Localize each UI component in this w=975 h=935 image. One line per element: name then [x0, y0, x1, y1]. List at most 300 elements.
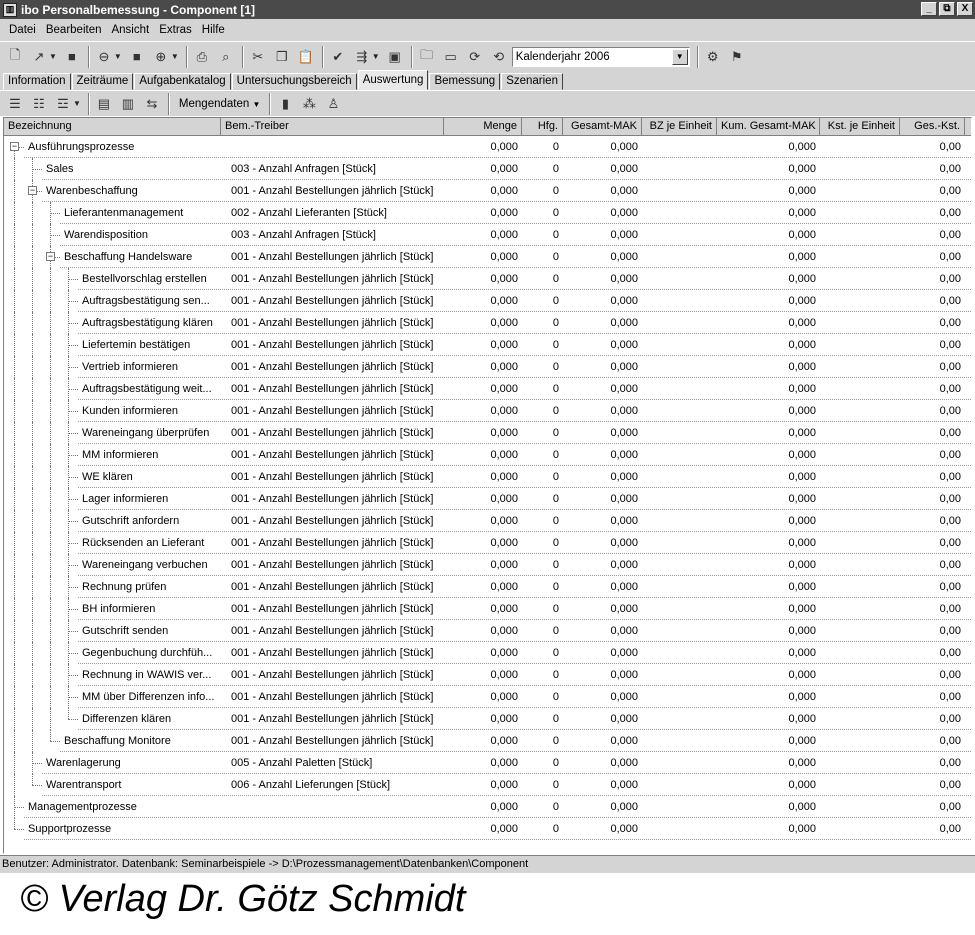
cell-hfg: 0: [552, 295, 559, 307]
cell-ges: 0,00: [939, 625, 961, 637]
cell-gmak: 0,000: [610, 449, 638, 461]
table-row[interactable]: [4, 510, 971, 532]
cell-ges: 0,00: [939, 273, 961, 285]
cell-bz: [642, 400, 713, 422]
forward-icon[interactable]: ⊕: [155, 48, 167, 64]
column-header-bezeichnung[interactable]: Bezeichnung: [4, 118, 221, 135]
cell-kst: [820, 356, 896, 378]
cell-menge: 0,000: [490, 317, 518, 329]
row-driver: 001 - Anzahl Bestellungen jährlich [Stück]: [231, 405, 434, 417]
row-driver: 001 - Anzahl Bestellungen jährlich [Stück]: [231, 603, 434, 615]
cell-menge: 0,000: [490, 229, 518, 241]
cell-ges: 0,00: [939, 207, 961, 219]
refresh-icon[interactable]: ⟳: [469, 48, 481, 64]
tab-untersuchungsbereich[interactable]: Untersuchungsbereich: [232, 73, 357, 90]
cell-kum: 0,000: [788, 207, 816, 219]
tree-guide-line: [14, 246, 15, 268]
settings-icon[interactable]: ⚙: [706, 48, 719, 64]
cell-hfg: 0: [552, 471, 559, 483]
row-name: Rechnung prüfen: [82, 581, 167, 593]
back-dropdown-icon[interactable]: ▼: [113, 52, 122, 61]
row-name: Beschaffung Handelsware: [64, 251, 193, 263]
tree-connector: [68, 675, 78, 676]
column-header-kum-gesamt-mak[interactable]: Kum. Gesamt-MAK: [717, 118, 820, 135]
tree-guide-line: [50, 642, 51, 664]
cell-ges: 0,00: [939, 317, 961, 329]
cell-kum: 0,000: [788, 581, 816, 593]
tab-szenarien[interactable]: Szenarien: [501, 73, 563, 90]
cell-bz: [642, 378, 713, 400]
tree-guide-line: [14, 730, 15, 752]
chevron-down-icon: ▼: [252, 99, 261, 109]
column-header-treiber[interactable]: Bem.-Treiber: [221, 118, 444, 135]
cell-kst: [820, 554, 896, 576]
row-driver: 001 - Anzahl Bestellungen jährlich [Stück]: [231, 559, 434, 571]
toolbar-separator: [697, 46, 699, 68]
tree-guide-line: [32, 620, 33, 642]
tab-aufgabenkatalog[interactable]: Aufgabenkatalog: [134, 73, 230, 90]
cell-ges: 0,00: [939, 801, 961, 813]
print-preview-icon[interactable]: ⌕: [222, 48, 230, 64]
cell-hfg: 0: [552, 691, 559, 703]
cell-kum: 0,000: [788, 229, 816, 241]
cell-hfg: 0: [552, 317, 559, 329]
cell-gmak: 0,000: [610, 735, 638, 747]
cell-ges: 0,00: [939, 339, 961, 351]
cell-hfg: 0: [552, 185, 559, 197]
cell-kum: 0,000: [788, 823, 816, 835]
cell-menge: 0,000: [490, 405, 518, 417]
tree-guide-line: [50, 664, 51, 686]
cell-gmak: 0,000: [610, 317, 638, 329]
tree-guide-line: [14, 224, 15, 246]
table-row[interactable]: [4, 334, 971, 356]
cell-kum: 0,000: [788, 647, 816, 659]
tree-connector: [68, 301, 78, 302]
cell-ges: 0,00: [939, 691, 961, 703]
row-divider: [24, 839, 971, 840]
new-icon[interactable]: 🗋: [9, 46, 21, 62]
mengendaten-menu[interactable]: [173, 98, 266, 110]
row-name: Lieferantenmanagement: [64, 207, 184, 219]
tree-guide-line: [50, 510, 51, 532]
menu-extras[interactable]: Extras: [159, 24, 192, 36]
cell-menge: 0,000: [490, 559, 518, 571]
document-refresh-icon[interactable]: ⟲: [493, 48, 505, 64]
tree-connector: [32, 785, 42, 786]
cell-menge: 0,000: [490, 735, 518, 747]
tree-guide-line: [32, 554, 33, 576]
menu-datei[interactable]: Datei: [9, 24, 36, 36]
cell-gmak: 0,000: [610, 251, 638, 263]
transfer-icon[interactable]: ⇆: [146, 95, 158, 111]
tree-guide-line: [14, 312, 15, 334]
row-driver: 005 - Anzahl Paletten [Stück]: [231, 757, 373, 769]
tab-bemessung[interactable]: Bemessung: [429, 73, 500, 90]
collapse-icon[interactable]: −: [29, 185, 36, 195]
row-driver: 001 - Anzahl Bestellungen jährlich [Stück]: [231, 427, 434, 439]
add-subitem-icon[interactable]: ☷: [33, 95, 45, 111]
cell-hfg: 0: [552, 141, 559, 153]
sheet-icon[interactable]: ▤: [97, 95, 111, 111]
tree-connector: [50, 741, 60, 742]
row-driver: 003 - Anzahl Anfragen [Stück]: [231, 163, 376, 175]
row-name: Auftragsbestätigung weit...: [82, 383, 212, 395]
cell-bz: [642, 224, 713, 246]
row-name: Warendisposition: [64, 229, 148, 241]
tree-guide-line: [14, 488, 15, 510]
tree-connector: [68, 323, 78, 324]
cell-menge: 0,000: [490, 647, 518, 659]
cell-bz: [642, 136, 713, 158]
tree-guide-line: [14, 708, 15, 730]
paste-icon[interactable]: 📋: [297, 48, 314, 64]
cut-icon[interactable]: ✂: [252, 48, 264, 64]
card-icon[interactable]: ▭: [444, 48, 457, 64]
table-row[interactable]: [4, 818, 971, 840]
table-row[interactable]: [4, 202, 971, 224]
row-name: BH informieren: [82, 603, 156, 615]
cell-kst: [820, 422, 896, 444]
cell-ges: 0,00: [939, 405, 961, 417]
toolbar-separator: [269, 93, 271, 115]
cell-bz: [642, 642, 713, 664]
cell-kst: [820, 246, 896, 268]
cell-menge: 0,000: [490, 691, 518, 703]
menu-bearbeiten[interactable]: Bearbeiten: [45, 24, 102, 36]
add-item-icon[interactable]: ☰: [9, 95, 21, 111]
cell-hfg: 0: [552, 383, 559, 395]
cell-bz: [642, 532, 713, 554]
table-row[interactable]: [4, 290, 971, 312]
ruler-icon[interactable]: ▮: [281, 95, 289, 111]
cell-kst: [820, 444, 896, 466]
cell-kum: 0,000: [788, 515, 816, 527]
table-row[interactable]: [4, 730, 971, 752]
cell-bz: [642, 664, 713, 686]
cell-bz: [642, 598, 713, 620]
cell-hfg: 0: [552, 515, 559, 527]
flag-icon[interactable]: ⚑: [730, 48, 743, 64]
column-header-bz-je-einheit[interactable]: BZ je Einheit: [642, 118, 717, 135]
cell-ges: 0,00: [939, 515, 961, 527]
column-header-ges-kst[interactable]: Ges.-Kst.: [900, 118, 965, 135]
cell-hfg: 0: [552, 823, 559, 835]
tree-guide-line: [14, 686, 15, 708]
cell-menge: 0,000: [490, 427, 518, 439]
tree-guide-line: [14, 290, 15, 312]
tree-connector: [68, 719, 78, 720]
cell-hfg: 0: [552, 559, 559, 571]
cell-bz: [642, 774, 713, 796]
tree-guide-line: [14, 356, 15, 378]
tree-guide-line: [14, 620, 15, 642]
secondary-toolbar: [0, 91, 975, 116]
table-row[interactable]: [4, 378, 971, 400]
tree-guide-line: [50, 620, 51, 642]
table-row[interactable]: [4, 268, 971, 290]
column-header-hfg[interactable]: Hfg.: [522, 118, 563, 135]
cell-bz: [642, 290, 713, 312]
toolbar-separator: [88, 93, 90, 115]
cell-gmak: 0,000: [610, 185, 638, 197]
collapse-icon[interactable]: −: [11, 141, 18, 151]
cell-hfg: 0: [552, 669, 559, 681]
tree-connector: [68, 609, 78, 610]
row-name: Wareneingang verbuchen: [82, 559, 208, 571]
table-row[interactable]: [4, 312, 971, 334]
copy-icon[interactable]: ❐: [275, 48, 288, 64]
forward-dropdown-icon[interactable]: ▼: [170, 52, 179, 61]
save-icon[interactable]: ■: [67, 49, 76, 64]
tree-guide-line: [14, 818, 15, 829]
cell-gmak: 0,000: [610, 647, 638, 659]
cell-ges: 0,00: [939, 427, 961, 439]
table-row[interactable]: [4, 664, 971, 686]
cell-ges: 0,00: [939, 361, 961, 373]
menu-ansicht[interactable]: Ansicht: [111, 24, 150, 36]
tab-auswertung[interactable]: Auswertung: [358, 70, 429, 90]
cell-gmak: 0,000: [610, 625, 638, 637]
cell-gmak: 0,000: [610, 471, 638, 483]
cell-kst: [820, 686, 896, 708]
cell-ges: 0,00: [939, 383, 961, 395]
cell-kum: 0,000: [788, 361, 816, 373]
tree-guide-line: [32, 532, 33, 554]
table-row[interactable]: [4, 752, 971, 774]
table-row[interactable]: [4, 136, 971, 158]
tab-zeitraeume[interactable]: Zeiträume: [72, 73, 134, 90]
row-name: Gegenbuchung durchfüh...: [82, 647, 213, 659]
row-driver: 001 - Anzahl Bestellungen jährlich [Stück]: [231, 251, 434, 263]
cell-hfg: 0: [552, 735, 559, 747]
cell-gmak: 0,000: [610, 669, 638, 681]
tree-guide-line: [14, 158, 15, 180]
network-icon[interactable]: ⁂: [302, 95, 316, 111]
row-name: Ausführungsprozesse: [28, 141, 135, 153]
tab-information[interactable]: Information: [3, 73, 71, 90]
tree-connector: [68, 389, 78, 390]
tree-guide-line: [14, 268, 15, 290]
row-driver: 001 - Anzahl Bestellungen jährlich [Stück]: [231, 647, 434, 659]
cell-ges: 0,00: [939, 559, 961, 571]
cell-hfg: 0: [552, 581, 559, 593]
tree-connector: [68, 587, 78, 588]
tree-guide-line: [50, 312, 51, 334]
cell-menge: 0,000: [490, 669, 518, 681]
cell-kum: 0,000: [788, 493, 816, 505]
cell-ges: 0,00: [939, 735, 961, 747]
row-driver: 001 - Anzahl Bestellungen jährlich [Stück]: [231, 273, 434, 285]
cell-ges: 0,00: [939, 295, 961, 307]
tree-guide-line: [14, 664, 15, 686]
table-row[interactable]: [4, 466, 971, 488]
menu-hilfe[interactable]: Hilfe: [201, 24, 225, 36]
cell-hfg: 0: [552, 207, 559, 219]
table-row[interactable]: [4, 356, 971, 378]
cell-gmak: 0,000: [610, 559, 638, 571]
row-driver: 001 - Anzahl Bestellungen jährlich [Stück]: [231, 515, 434, 527]
tree-guide-line: [32, 510, 33, 532]
column-header-gesamt-mak[interactable]: Gesamt-MAK: [563, 118, 642, 135]
cell-bz: [642, 752, 713, 774]
add-group-icon[interactable]: ☲: [57, 95, 69, 111]
cell-bz: [642, 202, 713, 224]
cell-menge: 0,000: [490, 823, 518, 835]
table-row[interactable]: [4, 620, 971, 642]
row-name: Kunden informieren: [82, 405, 179, 417]
table-row[interactable]: [4, 642, 971, 664]
table-row[interactable]: [4, 224, 971, 246]
table-row[interactable]: [4, 422, 971, 444]
cell-kst: [820, 202, 896, 224]
row-driver: 001 - Anzahl Bestellungen jährlich [Stück]: [231, 691, 434, 703]
cell-hfg: 0: [552, 537, 559, 549]
stop-icon[interactable]: ■: [132, 49, 141, 64]
cell-ges: 0,00: [939, 471, 961, 483]
table-row[interactable]: [4, 400, 971, 422]
row-name: Warenlagerung: [46, 757, 121, 769]
tree-guide-line: [50, 400, 51, 422]
tree-guide-line: [14, 532, 15, 554]
cell-menge: 0,000: [490, 339, 518, 351]
tree-guide-line: [32, 400, 33, 422]
close-button[interactable]: X: [957, 2, 973, 16]
cell-ges: 0,00: [939, 647, 961, 659]
print-icon[interactable]: ⎙: [196, 48, 207, 64]
person-icon[interactable]: ♙: [327, 95, 340, 111]
row-driver: 001 - Anzahl Bestellungen jährlich [Stück]: [231, 735, 434, 747]
tree-guide-line: [14, 466, 15, 488]
tree-guide-line: [14, 598, 15, 620]
tree-guide-line: [50, 708, 51, 730]
copyright-notice: © Verlag Dr. Götz Schmidt: [20, 878, 466, 920]
row-name: Warentransport: [46, 779, 122, 791]
open-icon[interactable]: ↗: [33, 48, 45, 64]
table-row[interactable]: [4, 488, 971, 510]
table-row[interactable]: [4, 554, 971, 576]
chevron-down-icon[interactable]: ▼: [672, 49, 688, 65]
cell-kum: 0,000: [788, 405, 816, 417]
cell-ges: 0,00: [939, 713, 961, 725]
tree-guide-line: [32, 356, 33, 378]
cell-kst: [820, 664, 896, 686]
cell-gmak: 0,000: [610, 383, 638, 395]
export-dropdown-icon[interactable]: ▼: [371, 52, 380, 61]
cell-bz: [642, 246, 713, 268]
cell-kum: 0,000: [788, 427, 816, 439]
tree-guide-line: [32, 730, 33, 752]
cell-bz: [642, 158, 713, 180]
cell-menge: 0,000: [490, 581, 518, 593]
table-row[interactable]: [4, 796, 971, 818]
tree-guide-line: [14, 510, 15, 532]
tree-connector: [32, 169, 42, 170]
tree-guide-line: [32, 334, 33, 356]
open-dropdown-icon[interactable]: ▼: [49, 52, 57, 61]
table-row[interactable]: [4, 774, 971, 796]
row-driver: 001 - Anzahl Bestellungen jährlich [Stück]: [231, 581, 434, 593]
table-row[interactable]: [4, 532, 971, 554]
back-icon[interactable]: ⊖: [98, 48, 110, 64]
tree-guide-line: [32, 708, 33, 730]
cell-gmak: 0,000: [610, 361, 638, 373]
tree-guide-line: [32, 202, 33, 224]
cell-kum: 0,000: [788, 537, 816, 549]
cell-kum: 0,000: [788, 559, 816, 571]
tree-guide-line: [50, 290, 51, 312]
tree-guide-line: [68, 708, 69, 719]
cell-bz: [642, 686, 713, 708]
cell-gmak: 0,000: [610, 207, 638, 219]
tree-connector: [68, 631, 78, 632]
table-row[interactable]: [4, 246, 971, 268]
main-toolbar: [0, 41, 975, 71]
row-name: Lager informieren: [82, 493, 169, 505]
cell-kum: 0,000: [788, 185, 816, 197]
cell-menge: 0,000: [490, 757, 518, 769]
row-name: MM informieren: [82, 449, 159, 461]
cell-kst: [820, 136, 896, 158]
row-name: Auftragsbestätigung klären: [82, 317, 213, 329]
tree-guide-line: [32, 774, 33, 785]
table-row[interactable]: [4, 180, 971, 202]
tab-bar: [0, 71, 975, 91]
minimize-button[interactable]: _: [921, 2, 937, 16]
cell-ges: 0,00: [939, 603, 961, 615]
cell-gmak: 0,000: [610, 779, 638, 791]
cell-kst: [820, 774, 896, 796]
table-row[interactable]: [4, 686, 971, 708]
table-row[interactable]: [4, 576, 971, 598]
column-header-kst-je-einheit[interactable]: Kst. je Einheit: [820, 118, 900, 135]
cell-kst: [820, 312, 896, 334]
table-row[interactable]: [4, 708, 971, 730]
folder-icon[interactable]: 🗀: [420, 46, 434, 62]
cell-menge: 0,000: [490, 471, 518, 483]
cell-menge: 0,000: [490, 251, 518, 263]
tree-connector: [50, 235, 60, 236]
cell-gmak: 0,000: [610, 229, 638, 241]
restore-button[interactable]: ⧉: [939, 2, 955, 16]
table-row[interactable]: [4, 598, 971, 620]
cell-gmak: 0,000: [610, 515, 638, 527]
cell-kst: [820, 642, 896, 664]
add-dropdown-icon[interactable]: ▼: [73, 99, 81, 108]
tree-guide-line: [32, 444, 33, 466]
row-driver: 001 - Anzahl Bestellungen jährlich [Stück]: [231, 317, 434, 329]
cell-bz: [642, 466, 713, 488]
export-icon[interactable]: ⇶: [356, 48, 368, 64]
cell-bz: [642, 312, 713, 334]
table-row[interactable]: [4, 158, 971, 180]
row-driver: 001 - Anzahl Bestellungen jährlich [Stück]: [231, 449, 434, 461]
table-row[interactable]: [4, 444, 971, 466]
row-driver: 001 - Anzahl Bestellungen jährlich [Stück]: [231, 625, 434, 637]
report-icon[interactable]: ▣: [388, 48, 401, 64]
collapse-icon[interactable]: −: [47, 251, 54, 261]
cell-menge: 0,000: [490, 273, 518, 285]
cell-kst: [820, 708, 896, 730]
tree-guide-line: [32, 488, 33, 510]
period-select[interactable]: [512, 47, 690, 67]
chart-icon[interactable]: ▥: [121, 95, 135, 111]
column-header-menge[interactable]: Menge: [444, 118, 522, 135]
check-icon[interactable]: ✔: [332, 48, 344, 64]
cell-hfg: 0: [552, 273, 559, 285]
tree-guide-line: [14, 400, 15, 422]
cell-kst: [820, 752, 896, 774]
